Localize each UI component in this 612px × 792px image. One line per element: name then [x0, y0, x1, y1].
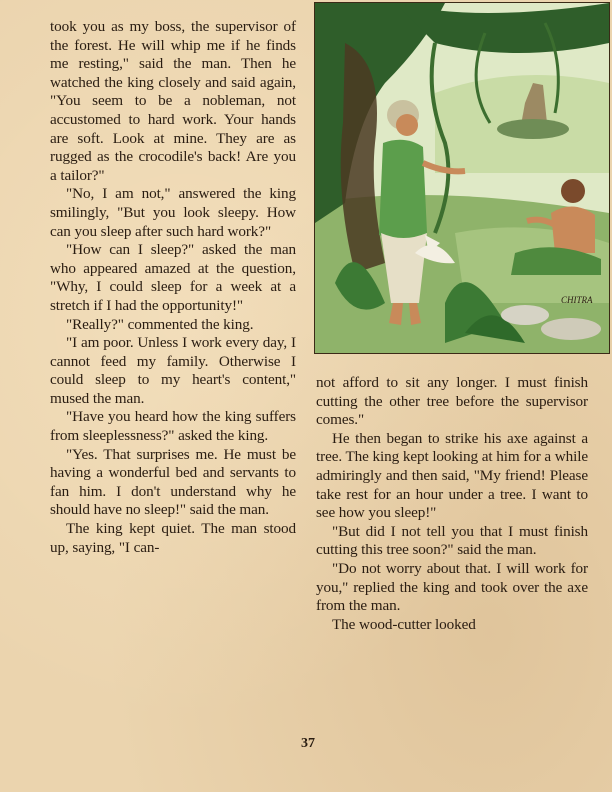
- paragraph: "I am poor. Unless I work every day, I cannot feed my family. Otherwise I could sleep to my heart's content," mused the man.: [50, 334, 296, 407]
- paragraph: "Do not worry about that. I will work for you," replied the king and took over the axe from the man.: [316, 559, 588, 615]
- paragraph: "But did I not tell you that I must finish cutting this tree soon?" said the man.: [316, 522, 588, 559]
- paragraph: "Have you heard how the king suffers from sleeplessness?" asked the king.: [50, 408, 296, 445]
- paragraph: not afford to sit any longer. I must finish cutting the other tree before the supervisor comes.": [316, 374, 588, 429]
- left-text-column: [50, 18, 296, 557]
- right-text-column: [316, 374, 588, 634]
- illustrator-signature: CHITRA: [561, 295, 593, 305]
- story-illustration: [314, 2, 610, 354]
- paragraph: "How can I sleep?" asked the man who appeared amazed at the question, "Why, I could sleep for a week at a stretch if I had the opportunity!": [50, 241, 296, 314]
- paragraph: The king kept quiet. The man stood up, saying, "I can-: [50, 520, 296, 556]
- paragraph: "Really?" commented the king.: [66, 315, 254, 333]
- paragraph: "No, I am not," answered the king smilingly, "But you look sleepy. How can you sleep after such hard work?": [50, 185, 296, 240]
- paragraph: He then began to strike his axe against a tree. The king kept looking at him for a while admiringly and then said, "My friend! Please take rest for an hour under a tree. I want to see how you sleep!": [316, 429, 588, 522]
- paragraph: took you as my boss, the supervisor of the forest. He will whip me if he finds me resting," said the man. Then he watched the king closely and said again, "You seem to be a nobleman, not accustomed to hard work. Your hands are soft. Look at mine. They are as rugged as the crocodile's back! Are you a tailor?": [50, 18, 296, 184]
- page-number: 37: [301, 736, 315, 751]
- paragraph: "Yes. That surprises me. He must be having a wonderful bed and servants to fan him. I don't understand why he should have no sleep!" said the man.: [50, 445, 296, 519]
- paragraph: The wood-cutter looked: [332, 615, 476, 633]
